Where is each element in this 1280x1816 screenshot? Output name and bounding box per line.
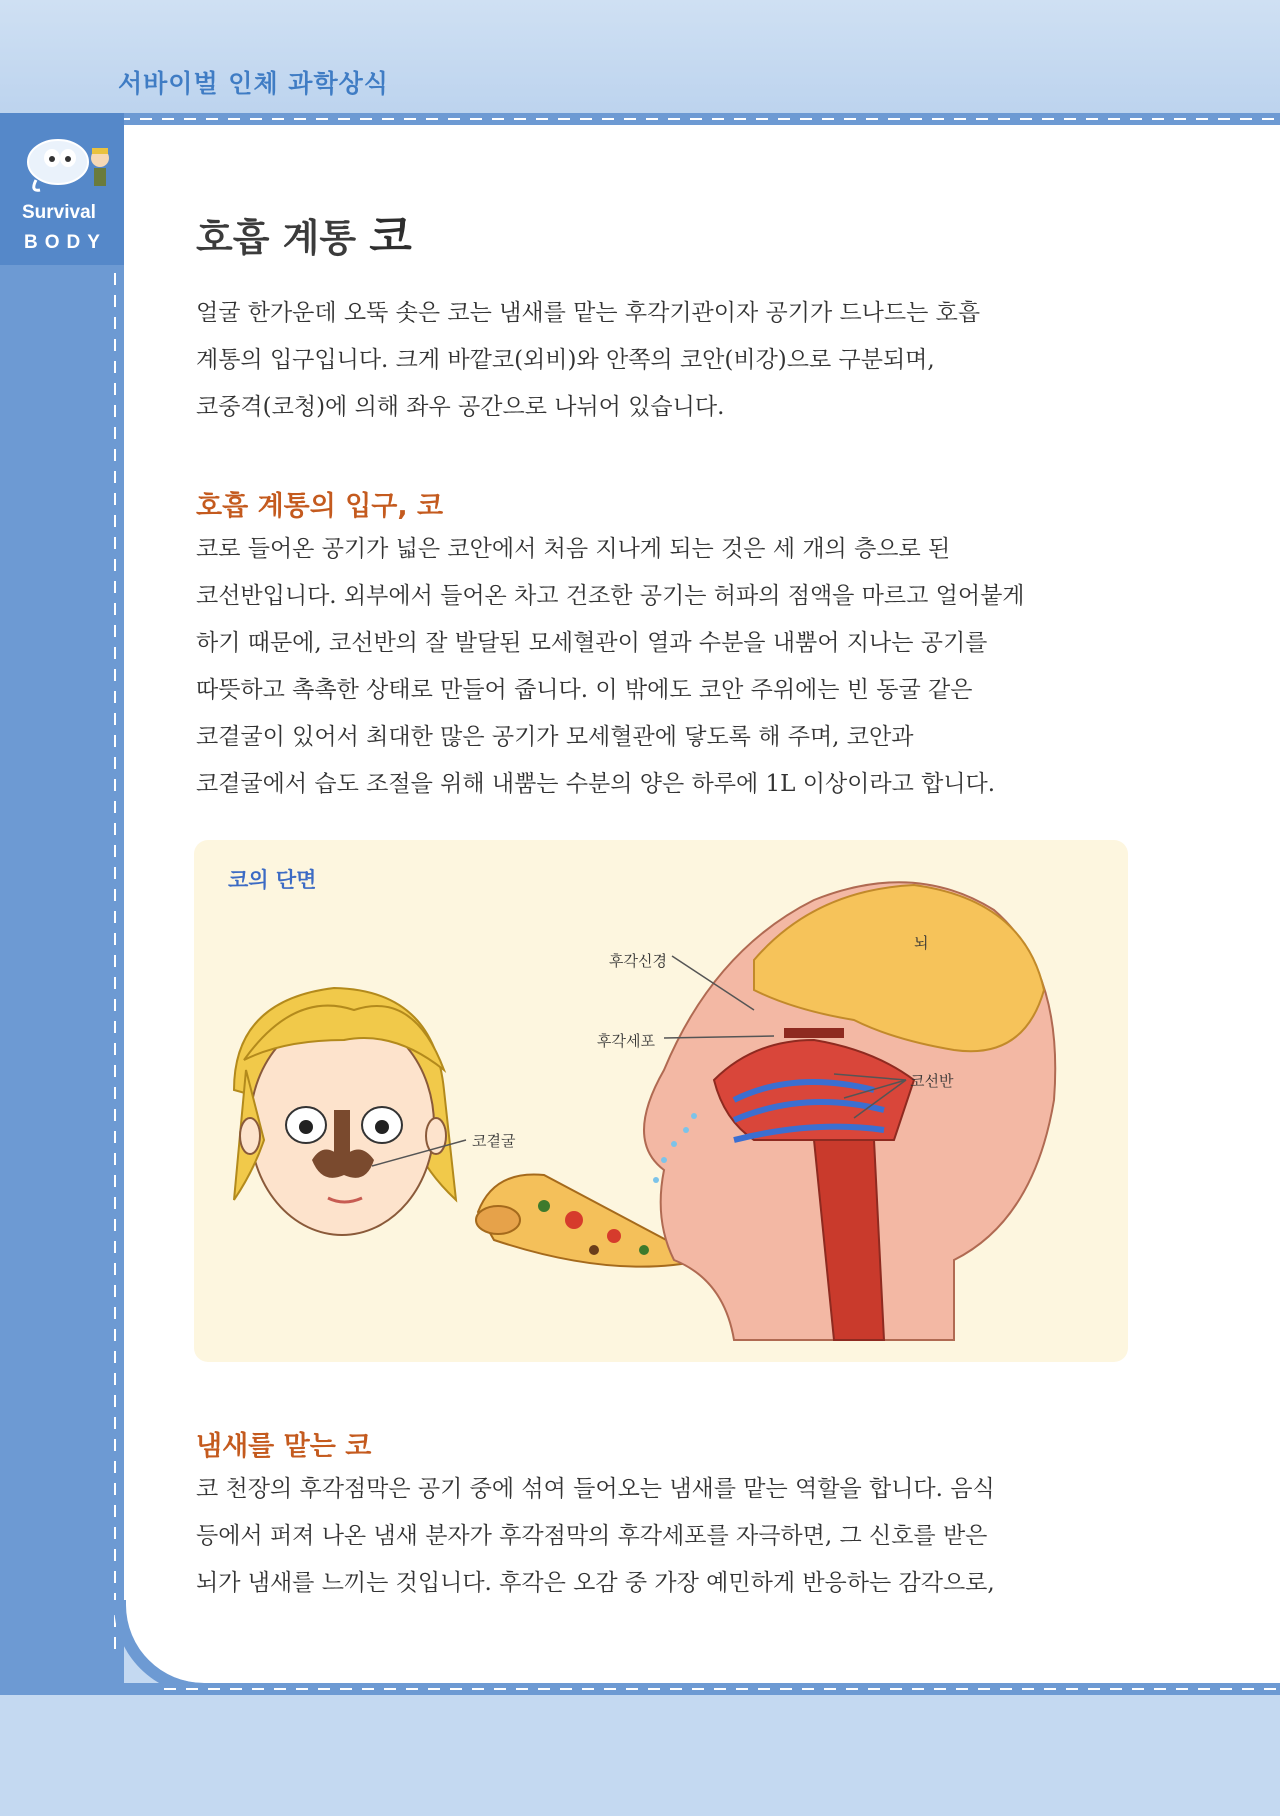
bottom-dashed-border — [124, 1683, 1280, 1695]
intro-line: 코중격(코청)에 의해 좌우 공간으로 나뉘어 있습니다. — [196, 394, 725, 420]
head-cross-section — [644, 882, 1055, 1340]
top-dashed-border — [118, 113, 1280, 125]
intro-paragraph — [196, 290, 1136, 431]
logo-text-body: BODY — [24, 232, 107, 253]
running-header: 서바이벌 인체 과학상식 — [118, 69, 389, 98]
page-title-accent: 코 — [369, 211, 412, 262]
section2-line: 등에서 퍼져 나온 냄새 분자가 후각점막의 후각세포를 자극하면, 그 신호를 받은 — [196, 1523, 988, 1549]
label-olfactory-nerve: 후각신경 — [609, 952, 667, 970]
section1-paragraph — [196, 526, 1136, 808]
logo-text-survival: Survival — [22, 202, 96, 223]
section1-heading: 호흡 계통의 입구, 코 — [196, 491, 444, 522]
top-band — [0, 0, 1280, 118]
section1-line: 코곁굴에서 습도 조절을 위해 내뿜는 수분의 양은 하루에 1L 이상이라고 합니다. — [196, 771, 996, 797]
corner-curve — [114, 1600, 214, 1695]
section2-heading: 냄새를 맡는 코 — [196, 1431, 372, 1462]
bottom-background — [0, 1695, 1280, 1816]
page-title — [196, 200, 412, 264]
nose-cross-section-figure — [194, 840, 1128, 1362]
label-brain: 뇌 — [914, 934, 929, 952]
mascot-icon — [22, 128, 116, 198]
label-sinus: 코곁굴 — [472, 1132, 516, 1150]
label-olfactory-cell: 후각세포 — [597, 1032, 655, 1050]
section2-paragraph — [196, 1466, 1136, 1607]
left-border-strip — [0, 113, 124, 1713]
intro-line: 얼굴 한가운데 오뚝 솟은 코는 냄새를 맡는 후각기관이자 공기가 드나드는 호흡 — [196, 300, 981, 326]
page-title-main: 호흡 계통 — [196, 216, 357, 260]
girl-face-illustration — [234, 988, 456, 1235]
figure-title: 코의 단면 — [228, 868, 317, 892]
intro-line: 계통의 입구입니다. 크게 바깥코(외비)와 안쪽의 코안(비강)으로 구분되며, — [196, 347, 935, 373]
nose-illustration — [194, 840, 1128, 1362]
section1-line: 따뜻하고 촉촉한 상태로 만들어 줍니다. 이 밖에도 코안 주위에는 빈 동굴 같은 — [196, 677, 973, 703]
section2-line: 뇌가 냄새를 느끼는 것입니다. 후각은 오감 중 가장 예민하게 반응하는 감각으로, — [196, 1570, 995, 1596]
section1-line: 하기 때문에, 코선반의 잘 발달된 모세혈관이 열과 수분을 내뿜어 지나는 공기를 — [196, 630, 988, 656]
section1-line: 코곁굴이 있어서 최대한 많은 공기가 모세혈관에 닿도록 해 주며, 코안과 — [196, 724, 914, 750]
label-turbinate: 코선반 — [910, 1072, 954, 1090]
section2-line: 코 천장의 후각점막은 공기 중에 섞여 들어오는 냄새를 맡는 역할을 합니다. 음식 — [196, 1476, 995, 1502]
section1-line: 코선반입니다. 외부에서 들어온 차고 건조한 공기는 허파의 점액을 마르고 얼어붙게 — [196, 583, 1025, 609]
section1-line: 코로 들어온 공기가 넓은 코안에서 처음 지나게 되는 것은 세 개의 층으로 된 — [196, 536, 951, 562]
